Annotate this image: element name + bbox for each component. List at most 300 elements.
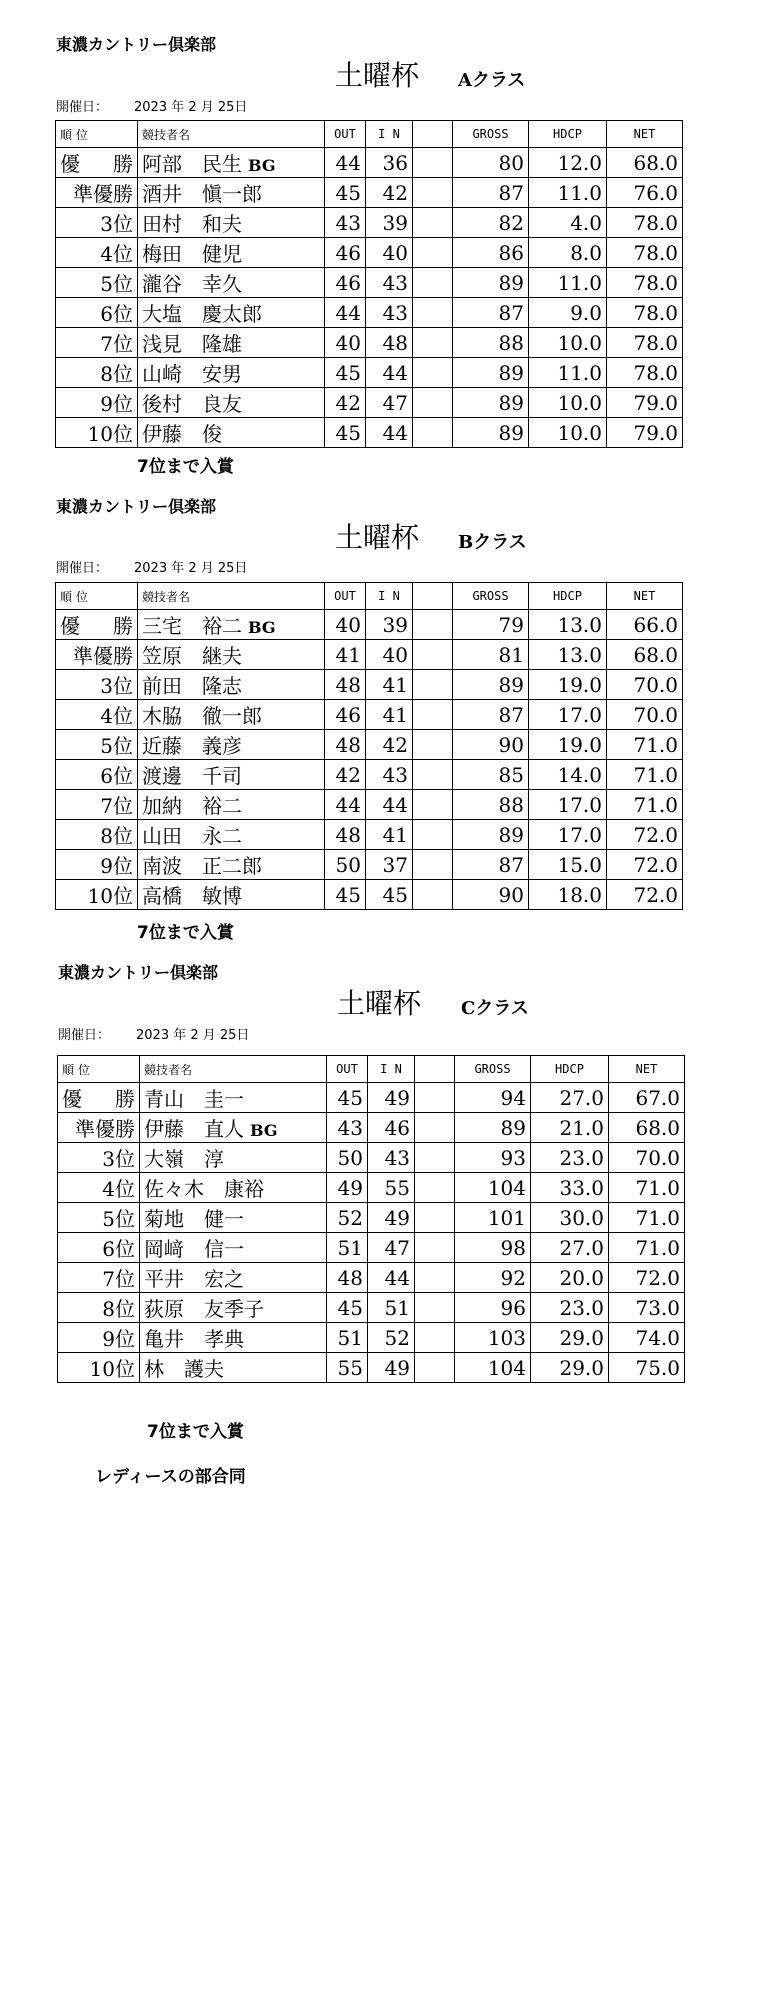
net-score: 72.0 <box>607 850 683 880</box>
blank-cell <box>415 1113 455 1143</box>
hdcp-value: 33.0 <box>531 1173 609 1203</box>
rank-cell: 6位 <box>56 298 138 328</box>
net-score: 78.0 <box>607 208 683 238</box>
class-label: Cクラス <box>461 998 529 1019</box>
header-in: I N <box>366 583 413 610</box>
class-label: Bクラス <box>458 532 527 553</box>
prize-note: 7位まで入賞 <box>137 923 234 943</box>
table-row <box>56 820 683 850</box>
out-score: 46 <box>325 238 366 268</box>
rank-cell: 4位 <box>58 1173 140 1203</box>
in-score: 43 <box>366 760 413 790</box>
player-name-cell <box>138 880 325 910</box>
blank-cell <box>413 760 453 790</box>
net-score: 71.0 <box>607 790 683 820</box>
header-row <box>56 583 683 610</box>
player-name-cell <box>140 1353 327 1383</box>
in-score: 41 <box>366 820 413 850</box>
net-score: 72.0 <box>609 1263 685 1293</box>
gross-score: 89 <box>453 268 529 298</box>
header-net: NET <box>607 121 683 148</box>
player-name: 瀧谷 幸久 <box>142 272 242 296</box>
player-name: 岡﨑 信一 <box>144 1237 244 1261</box>
table-row <box>56 880 683 910</box>
out-score: 44 <box>325 298 366 328</box>
rank-cell: 5位 <box>58 1203 140 1233</box>
in-score: 41 <box>366 670 413 700</box>
blank-cell <box>413 790 453 820</box>
rank-cell: 5位 <box>56 730 138 760</box>
out-score: 40 <box>325 610 366 640</box>
hdcp-value: 21.0 <box>531 1113 609 1143</box>
player-name: 梅田 健児 <box>142 242 242 266</box>
player-name: 亀井 孝典 <box>144 1327 244 1351</box>
hdcp-value: 20.0 <box>531 1263 609 1293</box>
rank-cell: 6位 <box>58 1233 140 1263</box>
gross-score: 87 <box>453 850 529 880</box>
date-value: 2023 年 2 月 25日 <box>134 100 248 115</box>
player-name: 南波 正二郎 <box>142 854 262 878</box>
gross-score: 89 <box>453 418 529 448</box>
hdcp-value: 10.0 <box>529 328 607 358</box>
rank-cell: 9位 <box>58 1323 140 1353</box>
rank-cell: 8位 <box>56 358 138 388</box>
table-row <box>56 670 683 700</box>
hdcp-value: 10.0 <box>529 418 607 448</box>
player-name: 菊地 健一 <box>144 1207 244 1231</box>
in-score: 51 <box>368 1293 415 1323</box>
rank-cell: 7位 <box>58 1263 140 1293</box>
out-score: 51 <box>327 1233 368 1263</box>
in-score: 43 <box>368 1143 415 1173</box>
club-name: 東濃カントリー倶楽部 <box>58 963 219 982</box>
out-score: 42 <box>325 388 366 418</box>
prize-note: 7位まで入賞 <box>147 1422 244 1442</box>
hdcp-value: 23.0 <box>531 1293 609 1323</box>
gross-score: 88 <box>453 790 529 820</box>
net-score: 70.0 <box>609 1143 685 1173</box>
player-name: 三宅 裕二 <box>142 614 242 638</box>
date-value: 2023 年 2 月 25日 <box>136 1028 250 1043</box>
out-score: 42 <box>325 760 366 790</box>
header-blank <box>415 1056 455 1083</box>
gross-score: 96 <box>455 1293 531 1323</box>
player-name: 近藤 義彦 <box>142 734 242 758</box>
rank-cell: 7位 <box>56 790 138 820</box>
header-in: I N <box>366 121 413 148</box>
hdcp-value: 12.0 <box>529 148 607 178</box>
header-name: 競技者名 <box>138 121 325 148</box>
player-name-cell <box>140 1173 327 1203</box>
blank-cell <box>415 1233 455 1263</box>
blank-cell <box>413 670 453 700</box>
hdcp-value: 27.0 <box>531 1233 609 1263</box>
out-score: 45 <box>325 358 366 388</box>
net-score: 79.0 <box>607 388 683 418</box>
in-score: 39 <box>366 610 413 640</box>
header-rank: 順 位 <box>58 1056 140 1083</box>
player-name: 渡邊 千司 <box>142 764 242 788</box>
hdcp-value: 15.0 <box>529 850 607 880</box>
bg-badge: BG <box>250 1121 278 1140</box>
club-name: 東濃カントリー倶楽部 <box>56 35 217 54</box>
out-score: 45 <box>325 418 366 448</box>
net-score: 78.0 <box>607 298 683 328</box>
rank-cell: 9位 <box>56 850 138 880</box>
player-name-cell <box>138 790 325 820</box>
table-row <box>56 850 683 880</box>
in-score: 36 <box>366 148 413 178</box>
rank-cell: 9位 <box>56 388 138 418</box>
blank-cell <box>413 880 453 910</box>
net-score: 72.0 <box>607 880 683 910</box>
date-label: 開催日： <box>58 1028 111 1043</box>
gross-score: 89 <box>453 670 529 700</box>
in-score: 44 <box>366 418 413 448</box>
gross-score: 89 <box>453 388 529 418</box>
gross-score: 87 <box>453 298 529 328</box>
player-name: 佐々木 康裕 <box>144 1177 264 1201</box>
table-row <box>58 1293 685 1323</box>
net-score: 78.0 <box>607 358 683 388</box>
player-name: 田村 和夫 <box>142 212 242 236</box>
in-score: 40 <box>366 238 413 268</box>
gross-score: 82 <box>453 208 529 238</box>
in-score: 44 <box>366 358 413 388</box>
gross-score: 104 <box>455 1353 531 1383</box>
out-score: 55 <box>327 1353 368 1383</box>
gross-score: 101 <box>455 1203 531 1233</box>
rank-cell: 4位 <box>56 700 138 730</box>
player-name: 伊藤 直人 <box>144 1117 244 1141</box>
gross-score: 79 <box>453 610 529 640</box>
header-out: OUT <box>325 583 366 610</box>
in-score: 55 <box>368 1173 415 1203</box>
hdcp-value: 14.0 <box>529 760 607 790</box>
header-name: 競技者名 <box>140 1056 327 1083</box>
net-score: 73.0 <box>609 1293 685 1323</box>
net-score: 78.0 <box>607 238 683 268</box>
prize-note: 7位まで入賞 <box>137 457 234 477</box>
out-score: 44 <box>325 148 366 178</box>
net-score: 70.0 <box>607 670 683 700</box>
blank-cell <box>413 850 453 880</box>
player-name: 林 護夫 <box>144 1357 224 1381</box>
player-name: 山田 永二 <box>142 824 242 848</box>
player-name: 阿部 民生 <box>142 152 242 176</box>
hdcp-value: 4.0 <box>529 208 607 238</box>
in-score: 43 <box>366 268 413 298</box>
in-score: 49 <box>368 1083 415 1113</box>
blank-cell <box>413 730 453 760</box>
rank-cell: 準優勝 <box>56 178 138 208</box>
hdcp-value: 29.0 <box>531 1323 609 1353</box>
gross-score: 85 <box>453 760 529 790</box>
player-name: 浅見 隆雄 <box>142 332 242 356</box>
rank-cell: 8位 <box>58 1293 140 1323</box>
player-name-cell <box>138 760 325 790</box>
player-name: 大嶺 淳 <box>144 1147 224 1171</box>
hdcp-value: 19.0 <box>529 670 607 700</box>
player-name-cell <box>138 670 325 700</box>
gross-score: 104 <box>455 1173 531 1203</box>
player-name-cell <box>140 1263 327 1293</box>
date-label: 開催日： <box>56 561 109 576</box>
blank-cell <box>415 1083 455 1113</box>
net-score: 74.0 <box>609 1323 685 1353</box>
rank-cell: 準優勝 <box>56 640 138 670</box>
in-score: 45 <box>366 880 413 910</box>
rank-cell: 優 勝 <box>56 610 138 640</box>
in-score: 44 <box>366 790 413 820</box>
date-label: 開催日： <box>56 100 109 115</box>
hdcp-value: 18.0 <box>529 880 607 910</box>
header-rank: 順 位 <box>56 583 138 610</box>
out-score: 45 <box>327 1293 368 1323</box>
net-score: 71.0 <box>609 1173 685 1203</box>
player-name: 木脇 徹一郎 <box>142 704 262 728</box>
out-score: 50 <box>327 1143 368 1173</box>
hdcp-value: 11.0 <box>529 268 607 298</box>
in-score: 47 <box>368 1233 415 1263</box>
net-score: 71.0 <box>609 1203 685 1233</box>
gross-score: 86 <box>453 238 529 268</box>
player-name-cell <box>140 1293 327 1323</box>
in-score: 42 <box>366 730 413 760</box>
header-row <box>58 1056 685 1083</box>
player-name-cell <box>138 850 325 880</box>
player-name: 後村 良友 <box>142 392 242 416</box>
header-hdcp: HDCP <box>529 583 607 610</box>
hdcp-value: 9.0 <box>529 298 607 328</box>
gross-score: 103 <box>455 1323 531 1353</box>
out-score: 43 <box>325 208 366 238</box>
player-name-cell <box>140 1143 327 1173</box>
net-score: 68.0 <box>607 640 683 670</box>
in-score: 44 <box>368 1263 415 1293</box>
in-score: 42 <box>366 178 413 208</box>
net-score: 72.0 <box>607 820 683 850</box>
hdcp-value: 10.0 <box>529 388 607 418</box>
header-gross: GROSS <box>453 583 529 610</box>
in-score: 39 <box>366 208 413 238</box>
net-score: 70.0 <box>607 700 683 730</box>
blank-cell <box>415 1353 455 1383</box>
tournament-title: 土曜杯 <box>337 987 422 1020</box>
out-score: 48 <box>325 730 366 760</box>
rank-cell: 6位 <box>56 760 138 790</box>
table-row <box>58 1143 685 1173</box>
out-score: 50 <box>325 850 366 880</box>
out-score: 51 <box>327 1323 368 1353</box>
in-score: 47 <box>366 388 413 418</box>
rank-cell: 7位 <box>56 328 138 358</box>
net-score: 68.0 <box>609 1113 685 1143</box>
in-score: 46 <box>368 1113 415 1143</box>
gross-score: 89 <box>453 820 529 850</box>
player-name: 大塩 慶太郎 <box>142 302 262 326</box>
hdcp-value: 30.0 <box>531 1203 609 1233</box>
blank-cell <box>415 1293 455 1323</box>
out-score: 48 <box>327 1263 368 1293</box>
gross-score: 90 <box>453 880 529 910</box>
hdcp-value: 17.0 <box>529 820 607 850</box>
hdcp-value: 8.0 <box>529 238 607 268</box>
out-score: 52 <box>327 1203 368 1233</box>
table-row <box>58 1353 685 1383</box>
hdcp-value: 19.0 <box>529 730 607 760</box>
club-name: 東濃カントリー倶楽部 <box>56 497 217 516</box>
rank-cell: 優 勝 <box>58 1083 140 1113</box>
header-hdcp: HDCP <box>531 1056 609 1083</box>
table-row <box>56 760 683 790</box>
class-label: Aクラス <box>458 70 526 91</box>
out-score: 44 <box>325 790 366 820</box>
rank-cell: 5位 <box>56 268 138 298</box>
player-name: 笠原 継夫 <box>142 644 242 668</box>
hdcp-value: 13.0 <box>529 610 607 640</box>
gross-score: 92 <box>455 1263 531 1293</box>
net-score: 67.0 <box>609 1083 685 1113</box>
table-row <box>58 1263 685 1293</box>
net-score: 66.0 <box>607 610 683 640</box>
blank-cell <box>415 1263 455 1293</box>
in-score: 49 <box>368 1203 415 1233</box>
player-name-cell <box>138 820 325 850</box>
gross-score: 98 <box>455 1233 531 1263</box>
in-score: 41 <box>366 700 413 730</box>
rank-cell: 10位 <box>58 1353 140 1383</box>
player-name: 平井 宏之 <box>144 1267 244 1291</box>
results-table <box>55 582 683 910</box>
rank-cell: 10位 <box>56 418 138 448</box>
header-blank <box>413 583 453 610</box>
out-score: 40 <box>325 328 366 358</box>
in-score: 52 <box>368 1323 415 1353</box>
player-name: 酒井 愼一郎 <box>142 182 262 206</box>
in-score: 48 <box>366 328 413 358</box>
bg-badge: BG <box>248 156 276 175</box>
table-row <box>58 1203 685 1233</box>
table-row <box>58 1113 685 1143</box>
net-score: 78.0 <box>607 328 683 358</box>
header-gross: GROSS <box>453 121 529 148</box>
player-name: 荻原 友季子 <box>144 1297 264 1321</box>
footer-note: レディースの部合同 <box>95 1467 246 1487</box>
out-score: 46 <box>325 700 366 730</box>
out-score: 45 <box>325 880 366 910</box>
blank-cell <box>413 700 453 730</box>
net-score: 71.0 <box>607 760 683 790</box>
net-score: 78.0 <box>607 268 683 298</box>
in-score: 37 <box>366 850 413 880</box>
gross-score: 80 <box>453 148 529 178</box>
out-score: 45 <box>327 1083 368 1113</box>
out-score: 43 <box>327 1113 368 1143</box>
net-score: 71.0 <box>607 730 683 760</box>
rank-cell: 8位 <box>56 820 138 850</box>
rank-cell: 3位 <box>56 208 138 238</box>
header-gross: GROSS <box>455 1056 531 1083</box>
blank-cell <box>415 1203 455 1233</box>
in-score: 49 <box>368 1353 415 1383</box>
rank-cell: 3位 <box>56 670 138 700</box>
table-row <box>56 640 683 670</box>
hdcp-value: 13.0 <box>529 640 607 670</box>
table-row <box>56 610 683 640</box>
player-name: 山崎 安男 <box>142 362 242 386</box>
player-name-cell <box>140 1233 327 1263</box>
rank-cell: 優 勝 <box>56 148 138 178</box>
net-score: 68.0 <box>607 148 683 178</box>
header-out: OUT <box>325 121 366 148</box>
rank-cell: 3位 <box>58 1143 140 1173</box>
header-hdcp: HDCP <box>529 121 607 148</box>
player-name-cell <box>138 640 325 670</box>
header-name: 競技者名 <box>138 583 325 610</box>
table-row <box>56 730 683 760</box>
net-score: 75.0 <box>609 1353 685 1383</box>
table-row <box>58 1233 685 1263</box>
net-score: 76.0 <box>607 178 683 208</box>
out-score: 45 <box>325 178 366 208</box>
blank-cell <box>413 610 453 640</box>
hdcp-value: 23.0 <box>531 1143 609 1173</box>
gross-score: 87 <box>453 178 529 208</box>
player-name-cell <box>140 1323 327 1353</box>
table-row <box>58 1323 685 1353</box>
player-name: 加納 裕二 <box>142 794 242 818</box>
blank-cell <box>415 1173 455 1203</box>
player-name-cell <box>138 700 325 730</box>
hdcp-value: 17.0 <box>529 790 607 820</box>
player-name: 青山 圭一 <box>144 1087 244 1111</box>
gross-score: 88 <box>453 328 529 358</box>
player-name-cell <box>140 1113 327 1143</box>
results-table <box>57 1055 685 1383</box>
hdcp-value: 17.0 <box>529 700 607 730</box>
date-value: 2023 年 2 月 25日 <box>134 561 248 576</box>
table-row <box>58 1173 685 1203</box>
player-name: 前田 隆志 <box>142 674 242 698</box>
header-out: OUT <box>327 1056 368 1083</box>
table-row <box>58 1083 685 1113</box>
player-name: 高橋 敏博 <box>142 884 242 908</box>
tournament-title: 土曜杯 <box>335 59 420 92</box>
out-score: 48 <box>325 670 366 700</box>
blank-cell <box>415 1323 455 1353</box>
in-score: 43 <box>366 298 413 328</box>
out-score: 41 <box>325 640 366 670</box>
hdcp-value: 29.0 <box>531 1353 609 1383</box>
hdcp-value: 11.0 <box>529 178 607 208</box>
gross-score: 93 <box>455 1143 531 1173</box>
header-net: NET <box>607 583 683 610</box>
blank-cell <box>415 1143 455 1173</box>
blank-cell <box>413 820 453 850</box>
rank-cell: 4位 <box>56 238 138 268</box>
blank-cell <box>413 640 453 670</box>
header-rank: 順 位 <box>56 121 138 148</box>
rank-cell: 準優勝 <box>58 1113 140 1143</box>
rank-cell: 10位 <box>56 880 138 910</box>
hdcp-value: 11.0 <box>529 358 607 388</box>
gross-score: 87 <box>453 700 529 730</box>
net-score: 79.0 <box>607 418 683 448</box>
out-score: 46 <box>325 268 366 298</box>
player-name-cell <box>140 1203 327 1233</box>
bg-badge: BG <box>248 618 276 637</box>
